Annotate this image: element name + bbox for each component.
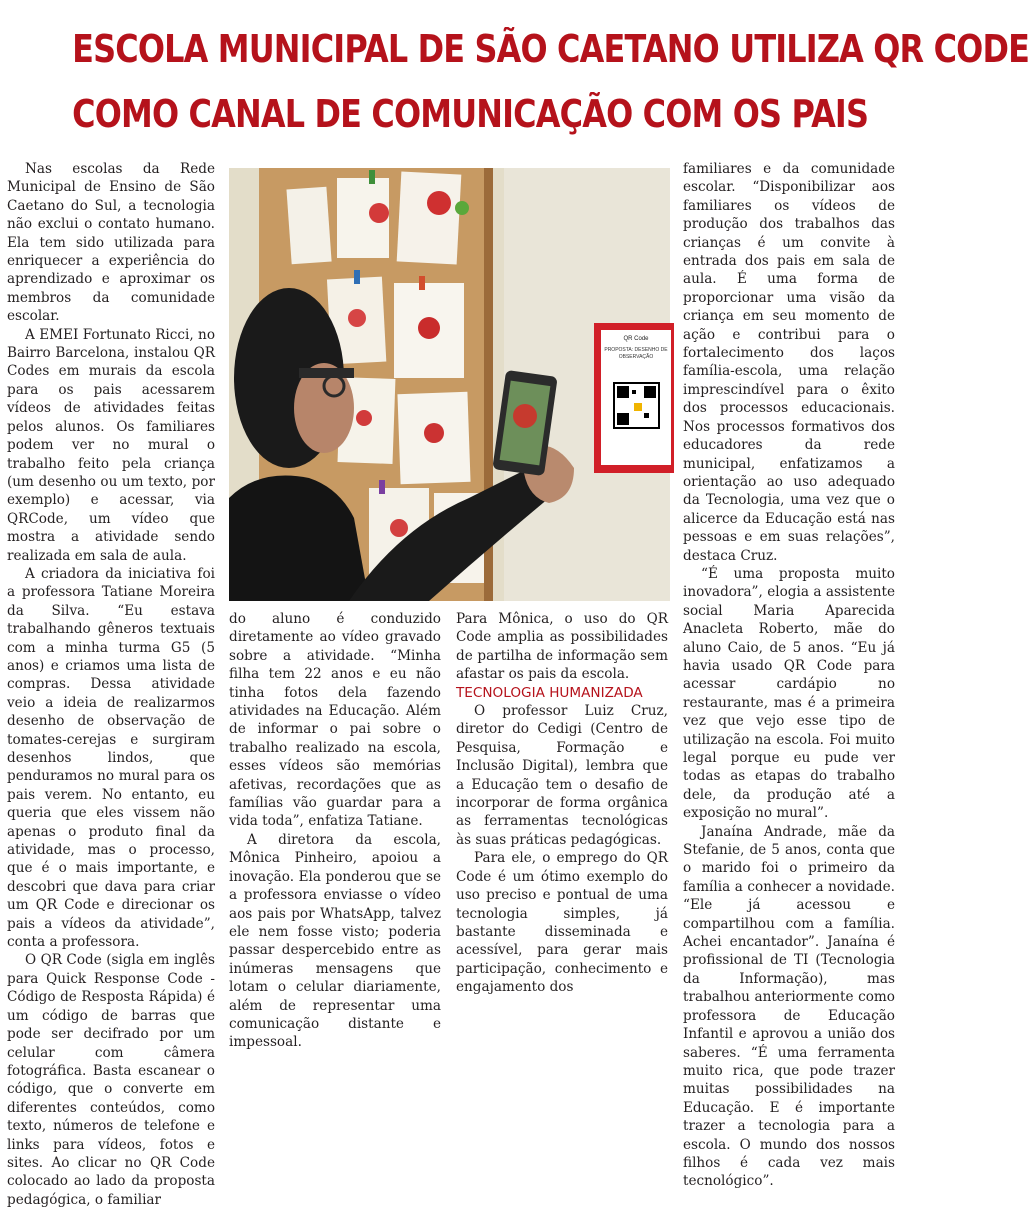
paragraph: familiares e da comunidade escolar. “Disponibilizar aos familiares os vídeos de produção dos trabalhos das crianças é um convite à entrada dos pais em sala de aula. É uma forma de proporcionar uma visão da criança em seu momento de ação e contribui para o fortalecimento dos laços família-escola, uma relação imprescindível para o êxito dos processos educacionais. Nos processos formativos dos educadores da rede municipal, enfatizamos a orientação ao uso adequado da Tecnologia, uma vez que o alicerce da Educação está nas pessoas e em suas relações”, destaca Cruz. bbox=[683, 161, 895, 564]
article-column-3 bbox=[456, 610, 668, 997]
paragraph: A diretora da escola, Mônica Pinheiro, apoiou a inovação. Ela ponderou que se a professora enviasse o vídeo aos pais por WhatsApp, talvez ele nem fosse visto; poderia passar despercebido entre as inúmeras mensagens que lotam o celular diariamente, além de representar uma comunicação distante e impessoal. bbox=[229, 831, 441, 1051]
qr-sign-caption-1: PROPOSTA: DESENHO DE bbox=[604, 347, 668, 353]
qr-sign-title: QR Code bbox=[623, 336, 649, 342]
paragraph: O QR Code (sigla em inglês para Quick Response Code - Código de Resposta Rápida) é um código de barras que pode ser decifrado por um celular com câmera fotográfica. Basta escanear o código, que o converte em diferentes conteúdos, como texto, números de telefone e links para vídeos, fotos e sites. Ao clicar no QR Code colocado ao lado da proposta pedagógica, o familiar bbox=[7, 952, 215, 1208]
section-subhead: TECNOLOGIA HUMANIZADA bbox=[456, 684, 643, 701]
paragraph: Para Mônica, o uso do QR Code amplia as possibilidades de partilha de informação sem afastar os pais da escola. bbox=[456, 611, 668, 683]
paragraph: “É uma proposta muito inovadora”, elogia a assistente social Maria Aparecida Anacleta Roberto, mãe do aluno Caio, de 5 anos. “Eu já havia usado QR Code para acessar cardápio no restaurante, mas é a primeira vez que vejo esse tipo de utilização na escola. Foi muito legal porque eu pude ver todas as etapas do trabalho dele, da produção até a exposição no mural”. bbox=[683, 565, 895, 822]
qr-sign-caption-2: OBSERVAÇÃO bbox=[618, 354, 654, 360]
paragraph: do aluno é conduzido diretamente ao vídeo gravado sobre a atividade. “Minha filha tem 22 anos e eu não tinha fotos dela fazendo atividades na Educação. Além de informar o pai sobre o trabalho realizado na escola, esses vídeos são memórias afetivas, recordações que as famílias vão guardar para a vida toda”, enfatiza Tatiane. bbox=[229, 611, 441, 830]
paragraph: Nas escolas da Rede Municipal de Ensino de São Caetano do Sul, a tecnologia não exclui o contato humano. Ela tem sido utilizada para enriquecer a experiência do aprendizado e aproximar os membros da comunidade escolar. bbox=[7, 161, 215, 325]
paragraph: A EMEI Fortunato Ricci, no Bairro Barcelona, instalou QR Codes em murais da escola para os pais acessarem vídeos de atividades feitas pelos alunos. Os familiares podem ver no mural o trabalho feito pela criança (um desenho ou um texto, por exemplo) e acessar, via QRCode, um vídeo que mostra a atividade sendo realizada em sala de aula. bbox=[7, 326, 215, 564]
headline-line-1: ESCOLA MUNICIPAL DE SÃO CAETANO UTILIZA QR CODE bbox=[72, 27, 1029, 71]
photo-illustration bbox=[229, 168, 670, 601]
paragraph: Para ele, o emprego do QR Code é um ótimo exemplo do uso preciso e pontual de uma tecnologia simples, já bastante disseminada e acessível, para gerar mais participação, conhecimento e engajamento dos bbox=[456, 850, 668, 996]
article-column-1 bbox=[7, 160, 215, 1209]
paragraph: O professor Luiz Cruz, diretor do Cedigi (Centro de Pesquisa, Formação e Inclusão Digital), lembra que a Educação tem o desafio de incorporar de forma orgânica as ferramentas tecnológicas às suas práticas pedagógicas. bbox=[456, 703, 668, 848]
article-photo bbox=[229, 168, 670, 601]
paragraph: A criadora da iniciativa foi a professora Tatiane Moreira da Silva. “Eu estava trabalhando gêneros textuais com a minha turma G5 (5 anos) e criamos uma lista de compras. Dessa atividade veio a ideia de realizarmos desenho de observação de tomates-cerejas e surgiram desenhos lindos, que penduramos no mural para os pais verem. No entanto, eu queria que eles vissem não apenas o produto final da atividade, mas o processo, que é o mais importante, e descobri que dava para criar um QR Code e direcionar os pais a vídeos da atividade”, conta a professora. bbox=[7, 565, 215, 951]
headline-line-2: COMO CANAL DE COMUNICAÇÃO COM OS PAIS bbox=[72, 92, 869, 136]
article-column-2 bbox=[229, 610, 441, 1052]
paragraph: Janaína Andrade, mãe da Stefanie, de 5 anos, conta que o marido foi o primeiro da família a conhecer a novidade. “Ele já acessou e compartilhou com a família. Achei encantador”. Janaína é profissional de TI (Tecnologia da Informação), mas trabalhou anteriormente como professora de Educação Infantil e aprovou a união dos saberes. “É uma ferramenta muito rica, que pode trazer muitas possibilidades na Educação. E é importante trazer a tecnologia para a escola. O mundo dos nossos filhos é cada vez mais tecnológico”. bbox=[683, 823, 895, 1190]
article-column-4 bbox=[683, 160, 895, 1191]
